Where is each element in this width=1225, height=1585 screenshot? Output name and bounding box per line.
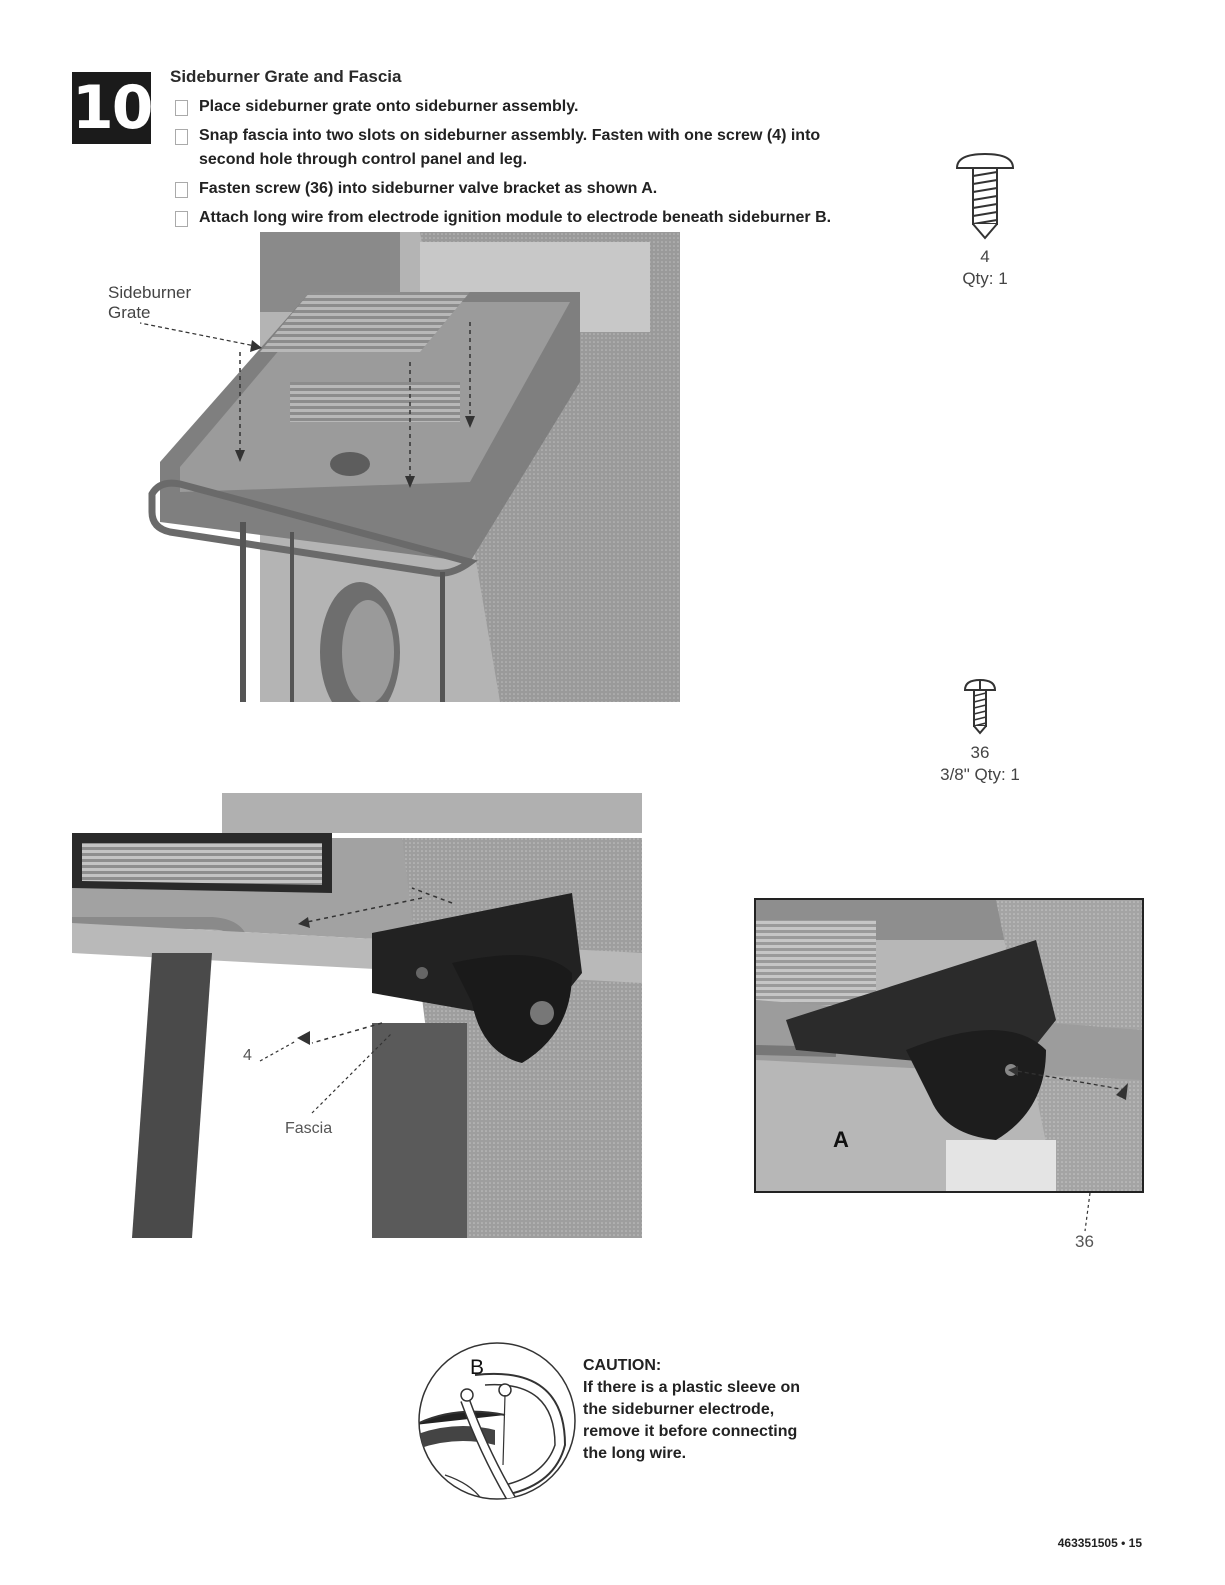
hardware-number: 36 xyxy=(970,743,990,762)
caution-note xyxy=(583,1355,823,1465)
detail-b-letter: B xyxy=(470,1356,485,1379)
instruction-list xyxy=(175,95,875,235)
electrode-drawing xyxy=(415,1335,580,1505)
hardware-number: 4 xyxy=(980,247,990,266)
hardware-screw-36 xyxy=(925,676,1035,786)
instruction-item xyxy=(175,124,875,172)
fascia-illustration xyxy=(72,793,642,1238)
step-title: Sideburner Grate and Fascia xyxy=(170,67,402,86)
instruction-item xyxy=(175,177,875,201)
instruction-text: Fasten screw (36) into sideburner valve bracket as shown A. xyxy=(199,180,658,197)
fascia-drawing xyxy=(72,793,642,1238)
screw-36-leader xyxy=(1070,1193,1100,1233)
hardware-qty: Qty: 1 xyxy=(962,269,1008,288)
grill-sideburner-drawing xyxy=(140,232,680,702)
caution-heading: CAUTION: xyxy=(583,1357,662,1374)
instruction-item xyxy=(175,206,875,230)
instruction-text: Snap fascia into two slots on sideburner assembly. Fasten with one screw (4) into second hole through control panel and leg. xyxy=(199,127,821,168)
instruction-text: Place sideburner grate onto sideburner assembly. xyxy=(199,98,579,115)
fascia-label: Fascia xyxy=(285,1120,333,1137)
sideburner-grate-label: Sideburner Grate xyxy=(108,283,192,322)
page-footer: 463351505 • 15 xyxy=(1057,1536,1142,1550)
screw-4-callout: 4 xyxy=(243,1047,252,1064)
screw-icon xyxy=(955,676,1005,736)
checkbox-icon[interactable] xyxy=(175,211,188,227)
checkbox-icon[interactable] xyxy=(175,129,188,145)
screw-icon xyxy=(945,150,1025,240)
valve-bracket-drawing xyxy=(756,900,1142,1191)
detail-b-illustration xyxy=(415,1335,580,1505)
sideburner-grate-illustration xyxy=(140,232,680,702)
hardware-qty: 3/8" Qty: 1 xyxy=(940,765,1020,784)
caution-text: If there is a plastic sleeve on the sideburner electrode, remove it before connecting the long wire. xyxy=(583,1379,800,1462)
detail-a-illustration xyxy=(754,898,1144,1193)
detail-a-letter: A xyxy=(833,1127,849,1152)
hardware-screw-4 xyxy=(930,150,1040,290)
instruction-item xyxy=(175,95,875,119)
checkbox-icon[interactable] xyxy=(175,182,188,198)
instruction-text: Attach long wire from electrode ignition module to electrode beneath sideburner B. xyxy=(199,209,832,226)
step-number-badge: 10 xyxy=(72,73,152,143)
checkbox-icon[interactable] xyxy=(175,100,188,116)
screw-36-callout: 36 xyxy=(1075,1232,1094,1251)
